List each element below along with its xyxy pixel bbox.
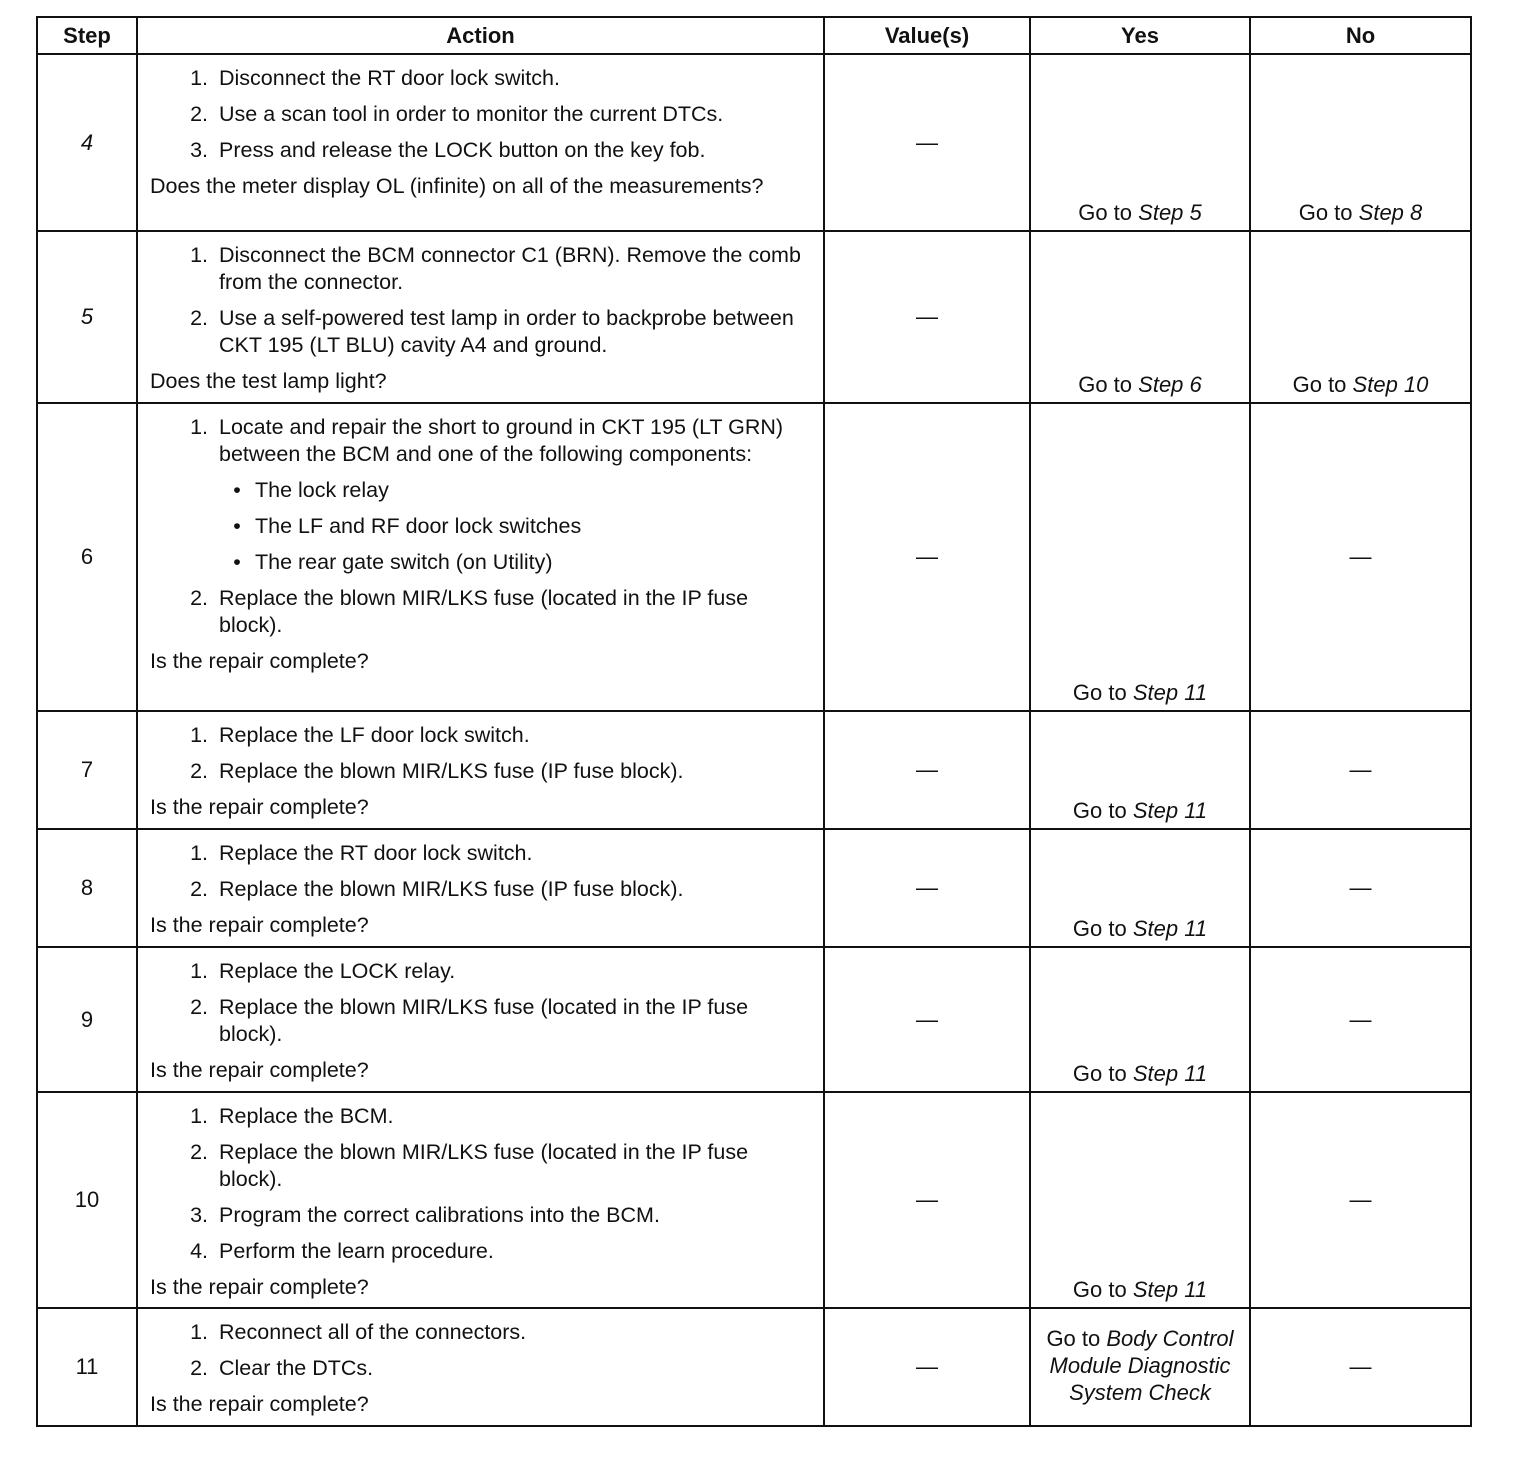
step-number: 4: [37, 54, 137, 231]
action-cell: [137, 403, 824, 711]
action-item: 2. Replace the blown MIR/LKS fuse (located in the IP fuse block).: [190, 1140, 749, 1191]
step-number: 11: [37, 1308, 137, 1426]
value-cell: —: [824, 1092, 1030, 1308]
question: Is the repair complete?: [150, 913, 369, 937]
table-row: [37, 711, 1471, 829]
step-number: 6: [37, 403, 137, 711]
value-cell: —: [824, 403, 1030, 711]
action-cell: [137, 1092, 824, 1308]
yes-cell: Go to Step 5: [1030, 54, 1250, 231]
no-cell: —: [1250, 1308, 1471, 1426]
yes-cell: Go to Step 11: [1030, 403, 1250, 711]
header-no: No: [1250, 17, 1471, 54]
diagnostic-table: [36, 16, 1472, 1427]
action-cell: [137, 1308, 824, 1426]
step-number: 9: [37, 947, 137, 1092]
question: Is the repair complete?: [150, 1058, 369, 1082]
no-cell: —: [1250, 1092, 1471, 1308]
step-number: 7: [37, 711, 137, 829]
value-cell: —: [824, 829, 1030, 947]
no-cell: —: [1250, 403, 1471, 711]
action-item: 2. Clear the DTCs.: [190, 1356, 374, 1380]
action-item: 2. Replace the blown MIR/LKS fuse (located in the IP fuse block).: [190, 995, 749, 1046]
action-cell: [137, 711, 824, 829]
action-item: 4. Perform the learn procedure.: [190, 1239, 494, 1263]
action-item: 1. Disconnect the RT door lock switch.: [190, 66, 560, 90]
action-item: 2. Use a self-powered test lamp in order to backprobe between CKT 195 (LT BLU) cavity A4 and ground.: [190, 306, 794, 357]
yes-cell: Go to Step 11: [1030, 829, 1250, 947]
action-item: 1. Disconnect the BCM connector C1 (BRN). Remove the comb from the connector.: [190, 243, 801, 294]
action-item: 2. Replace the blown MIR/LKS fuse (IP fuse block).: [190, 877, 684, 901]
action-cell: [137, 231, 824, 403]
action-item: 3. Program the correct calibrations into the BCM.: [190, 1203, 660, 1227]
table-row: [37, 403, 1471, 711]
yes-cell: Go to Step 11: [1030, 1092, 1250, 1308]
value-cell: —: [824, 54, 1030, 231]
action-cell: [137, 54, 824, 231]
action-cell: [137, 829, 824, 947]
table-row: [37, 947, 1471, 1092]
action-item: 1. Reconnect all of the connectors.: [190, 1320, 527, 1344]
yes-cell: Go to Step 11: [1030, 711, 1250, 829]
action-item: 1. Locate and repair the short to ground in CKT 195 (LT GRN) between the BCM and one of the following components: • The lock relay • The LF and RF door lock switches • The rear gate switch (on Utility): [150, 414, 811, 576]
question: Is the repair complete?: [150, 795, 369, 819]
header-step: Step: [37, 17, 137, 54]
no-cell: —: [1250, 711, 1471, 829]
yes-cell: Go to Step 11: [1030, 947, 1250, 1092]
action-item: 2. Use a scan tool in order to monitor the current DTCs.: [190, 102, 724, 126]
no-cell: Go to Step 8: [1250, 54, 1471, 231]
action-item: 1. Replace the LOCK relay.: [190, 959, 456, 983]
bullet-item: • The LF and RF door lock switches: [233, 514, 582, 538]
action-item: 2. Replace the blown MIR/LKS fuse (IP fuse block).: [190, 759, 684, 783]
no-cell: —: [1250, 947, 1471, 1092]
action-item: 1. Replace the RT door lock switch.: [190, 841, 533, 865]
question: Is the repair complete?: [150, 1392, 369, 1416]
value-cell: —: [824, 947, 1030, 1092]
question: Does the test lamp light?: [150, 369, 387, 393]
question: Is the repair complete?: [150, 1275, 369, 1299]
table-row: [37, 829, 1471, 947]
step-number: 8: [37, 829, 137, 947]
value-cell: —: [824, 231, 1030, 403]
value-cell: —: [824, 711, 1030, 829]
step-number: 10: [37, 1092, 137, 1308]
table-row: [37, 54, 1471, 231]
header-values: Value(s): [824, 17, 1030, 54]
table-row: [37, 231, 1471, 403]
action-item: 2. Replace the blown MIR/LKS fuse (located in the IP fuse block).: [190, 586, 749, 637]
yes-cell: Go to Step 6: [1030, 231, 1250, 403]
header-row: [37, 17, 1471, 54]
action-item: 1. Replace the BCM.: [190, 1104, 394, 1128]
no-cell: —: [1250, 829, 1471, 947]
action-cell: [137, 947, 824, 1092]
question: Does the meter display OL (infinite) on all of the measurements?: [150, 174, 764, 198]
action-item: 3. Press and release the LOCK button on the key fob.: [190, 138, 706, 162]
header-action: Action: [137, 17, 824, 54]
table-row: [37, 1308, 1471, 1426]
header-yes: Yes: [1030, 17, 1250, 54]
bullet-item: • The rear gate switch (on Utility): [233, 550, 553, 574]
table-row: [37, 1092, 1471, 1308]
bullet-item: • The lock relay: [233, 478, 389, 502]
step-number: 5: [37, 231, 137, 403]
question: Is the repair complete?: [150, 649, 369, 673]
yes-cell: Go to Body Control Module Diagnostic System Check: [1030, 1308, 1250, 1426]
value-cell: —: [824, 1308, 1030, 1426]
action-item: 1. Replace the LF door lock switch.: [190, 723, 530, 747]
no-cell: Go to Step 10: [1250, 231, 1471, 403]
